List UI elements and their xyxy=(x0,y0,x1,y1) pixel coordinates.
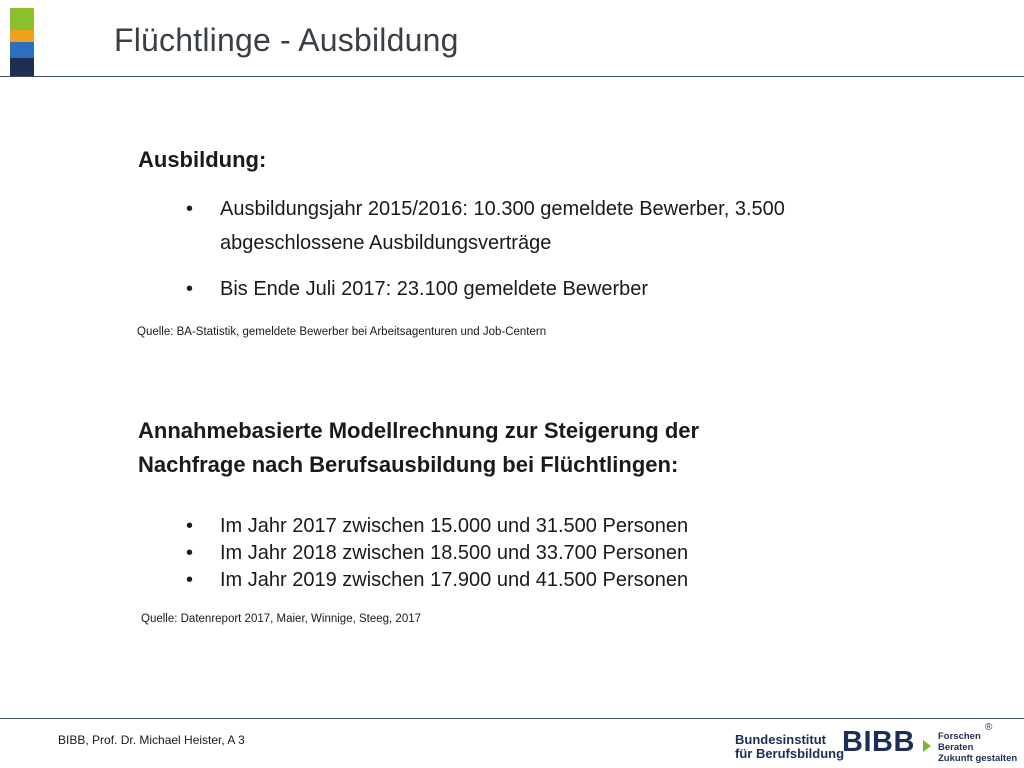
tagline-line: Beraten xyxy=(938,742,974,753)
footer-divider xyxy=(0,718,1024,719)
bibb-logo-mark: BIBB xyxy=(842,726,915,758)
registered-mark: ® xyxy=(985,722,993,733)
bibb-logo-wordmark xyxy=(735,733,844,761)
section2-heading-line: Nachfrage nach Berufsausbildung bei Flüchtlingen: xyxy=(138,452,679,477)
tagline-line: Zukunft gestalten xyxy=(938,753,1018,764)
logo-line: Bundesinstitut xyxy=(735,732,826,747)
section1-bullet: • Ausbildungsjahr 2015/2016: 10.300 gemeldete Bewerber, 3.500 abgeschlossene Ausbildungsverträge xyxy=(186,192,876,260)
section1-heading: Ausbildung: xyxy=(138,147,267,172)
section2-bullet-list xyxy=(186,513,886,594)
section1-source: Quelle: BA-Statistik, gemeldete Bewerber bei Arbeitsagenturen und Job-Centern xyxy=(137,326,547,338)
section2-heading xyxy=(138,414,699,482)
accent-bar-blue xyxy=(10,42,34,58)
accent-bar-orange xyxy=(10,30,34,42)
bibb-tagline xyxy=(938,731,1017,764)
section2-bullet: • Im Jahr 2017 zwischen 15.000 und 31.500 Personen xyxy=(186,513,886,540)
slide-title: Flüchtlinge - Ausbildung xyxy=(114,22,459,58)
header-divider xyxy=(0,76,1024,77)
arrow-icon xyxy=(923,740,931,752)
accent-bar-green xyxy=(10,8,34,30)
section2-source: Quelle: Datenreport 2017, Maier, Winnige, Steeg, 2017 xyxy=(141,613,422,625)
accent-bar-navy xyxy=(10,58,34,76)
footer-text: BIBB, Prof. Dr. Michael Heister, A 3 xyxy=(58,733,245,747)
section2-bullet: • Im Jahr 2019 zwischen 17.900 und 41.500 Personen xyxy=(186,567,886,594)
logo-line: für Berufsbildung xyxy=(735,746,845,761)
section2-bullet: • Im Jahr 2018 zwischen 18.500 und 33.700 Personen xyxy=(186,540,886,567)
section2-heading-line: Annahmebasierte Modellrechnung zur Steigerung der xyxy=(138,418,700,443)
section1-bullet-list xyxy=(186,192,876,306)
tagline-line: Forschen xyxy=(938,731,981,742)
section1-bullet: • Bis Ende Juli 2017: 23.100 gemeldete Bewerber xyxy=(186,272,876,306)
